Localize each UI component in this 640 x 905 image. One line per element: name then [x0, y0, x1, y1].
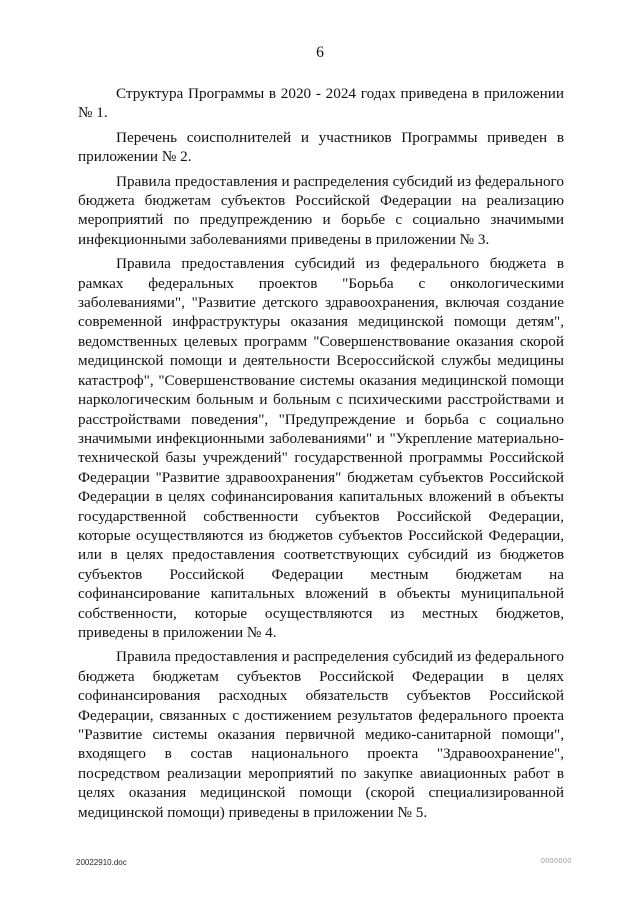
paragraph-rules-appendix-5: Правила предоставления и распределения субсидий из федерального бюджета бюджетам субъектов Российской Федерации в целях софинансирования расходных обязательств субъектов Российской Федерации, связанных с достижением результатов федерального проекта "Развитие системы оказания первичной медико-санитарной помощи", входящего в состав национального проекта "Здравоохранение", посредством реализации мероприятий по закупке авиационных работ в целях оказания медицинской помощи (скорой специализированной медицинской помощи) приведены в приложении № 5.: [78, 648, 564, 821]
paragraph-rules-appendix-3: Правила предоставления и распределения субсидий из федерального бюджета бюджетам субъектов Российской Федерации на реализацию мероприятий по предупреждению и борьбе с социально значимыми инфекционными заболеваниями приведены в приложении № 3.: [78, 172, 564, 248]
paragraph-structure: Структура Программы в 2020 - 2024 годах приведена в приложении № 1.: [78, 85, 564, 122]
page-number: 6: [316, 44, 324, 61]
document-body: [78, 84, 564, 827]
paragraph-rules-appendix-4: Правила предоставления субсидий из федерального бюджета в рамках федеральных проектов "Борьба с онкологическими заболеваниями", "Развитие детского здравоохранения, включая создание современной инфраструктуры оказания медицинской помощи детям", ведомственных целевых программ "Совершенствование оказания скорой медицинской помощи и деятельности Всероссийской службы медицины катастроф", "Совершенствование системы оказания медицинской помощи наркологическим больным и больным с психическими расстройствами и расстройствами поведения", "Предупреждение и борьба с социально значимыми инфекционными заболеваниями" и "Укрепление материально-технической базы учреждений" государственной программы Российской Федерации "Развитие здравоохранения" бюджетам субъектов Российской Федерации в целях софинансирования капитальных вложений в объекты государственной собственности субъектов Российской Федерации, которые осуществляются из бюджетов субъектов Российской Федерации, или в целях предоставления соответствующих субсидий из бюджетов субъектов Российской Федерации местным бюджетам на софинансирование капитальных вложений в объекты муниципальной собственности, которые осуществляются из местных бюджетов, приведены в приложении № 4.: [78, 255, 564, 641]
footer-mark: 0000000: [541, 858, 572, 865]
footer-filename: 20022910.doc: [76, 858, 127, 867]
paragraph-participants: Перечень соисполнителей и участников Программы приведен в приложении № 2.: [78, 128, 564, 166]
